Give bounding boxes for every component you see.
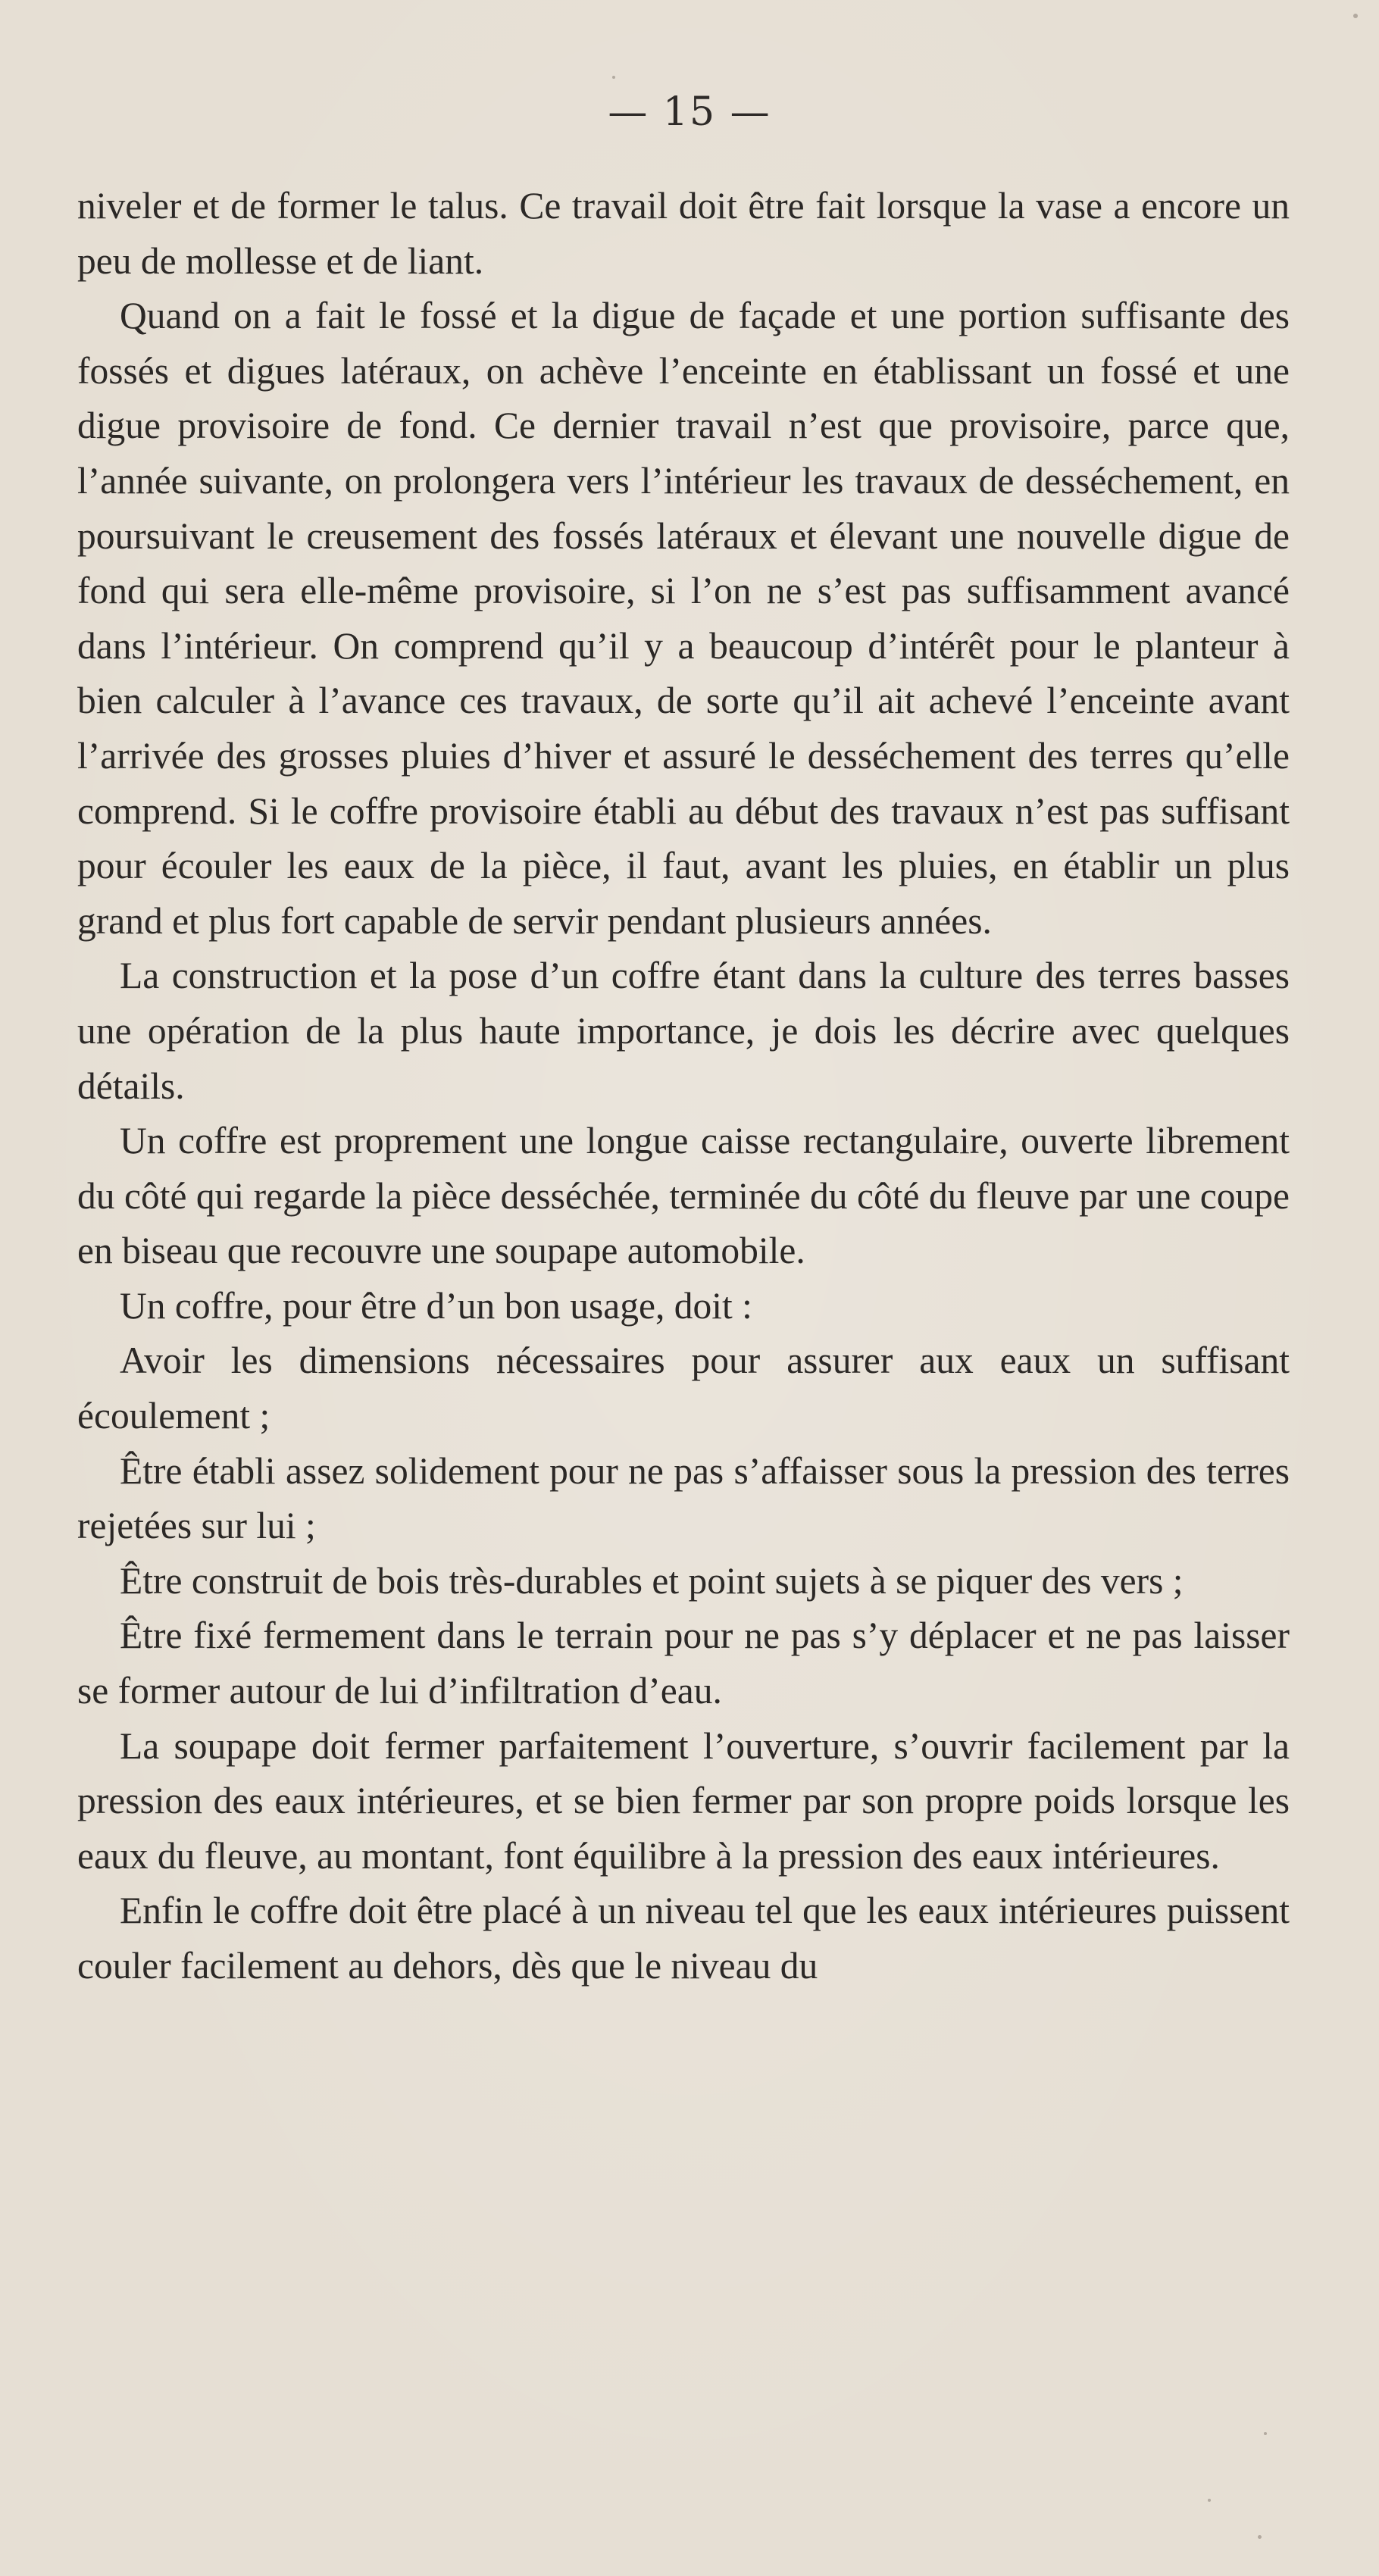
paper-speck	[1264, 2432, 1267, 2435]
paragraph: Être construit de bois très-durables et point sujets à se piquer des vers ;	[120, 1559, 1184, 1602]
paragraph: La construction et la pose d’un coffre étant dans la culture des terres basses une opération de la plus haute importance, je dois les décrire avec quelques détails.	[77, 955, 1290, 1107]
paragraph: Enfin le coffre doit être placé à un niveau tel que les eaux intérieures puissent couler facilement au dehors, dès que le niveau du	[77, 1890, 1290, 1987]
paper-speck	[1353, 14, 1358, 18]
paragraph: niveler et de former le talus. Ce travail doit être fait lorsque la vase a encore un peu de mollesse et de liant.	[77, 185, 1290, 282]
paper-speck	[612, 76, 615, 79]
paper-speck	[1258, 2535, 1262, 2539]
page-number: — 15 —	[608, 89, 771, 135]
paragraph: La soupape doit fermer parfaitement l’ouverture, s’ouvrir facilement par la pression des eaux intérieures, et se bien fermer par son propre poids lorsque les eaux du fleuve, au montant, font équilibre à la pression des eaux intérieures.	[77, 1724, 1290, 1877]
paragraph: Être établi assez solidement pour ne pas s’affaisser sous la pression des terres rejetées sur lui ;	[77, 1449, 1290, 1547]
paragraph: Être fixé fermement dans le terrain pour ne pas s’y déplacer et ne pas laisser se former autour de lui d’infiltration d’eau.	[77, 1615, 1290, 1712]
paragraph: Un coffre, pour être d’un bon usage, doit :	[120, 1284, 752, 1327]
body-text	[77, 179, 1290, 1994]
paragraph: Quand on a fait le fossé et la digue de façade et une portion suffisante des fossés et digues latéraux, on achève l’enceinte en établissant un fossé et une digue provisoire de fond. Ce dernier travail n’est que provisoire, parce que, l’année suivante, on prolongera vers l’intérieur les travaux de desséchement, en poursuivant le creusement des fossés latéraux et élevant une nouvelle digue de fond qui sera elle-même provisoire, si l’on ne s’est pas suffisamment avancé dans l’intérieur. On comprend qu’il y a beaucoup d’intérêt pour le planteur à bien calculer à l’avance ces travaux, de sorte qu’il ait achevé l’enceinte avant l’arrivée des grosses pluies d’hiver et assuré le desséchement des terres qu’elle comprend. Si le coffre provisoire établi au début des travaux n’est pas suffisant pour écouler les eaux de la pièce, il faut, avant les pluies, en établir un plus grand et plus fort capable de servir pendant plusieurs années.	[77, 295, 1290, 942]
paragraph: Avoir les dimensions nécessaires pour assurer aux eaux un suffisant écoulement ;	[77, 1340, 1290, 1437]
paragraph: Un coffre est proprement une longue caisse rectangulaire, ouverte librement du côté qui regarde la pièce desséchée, terminée du côté du fleuve par une coupe en biseau que recouvre une soupape automobile.	[77, 1120, 1290, 1272]
paper-speck	[1208, 2499, 1211, 2502]
